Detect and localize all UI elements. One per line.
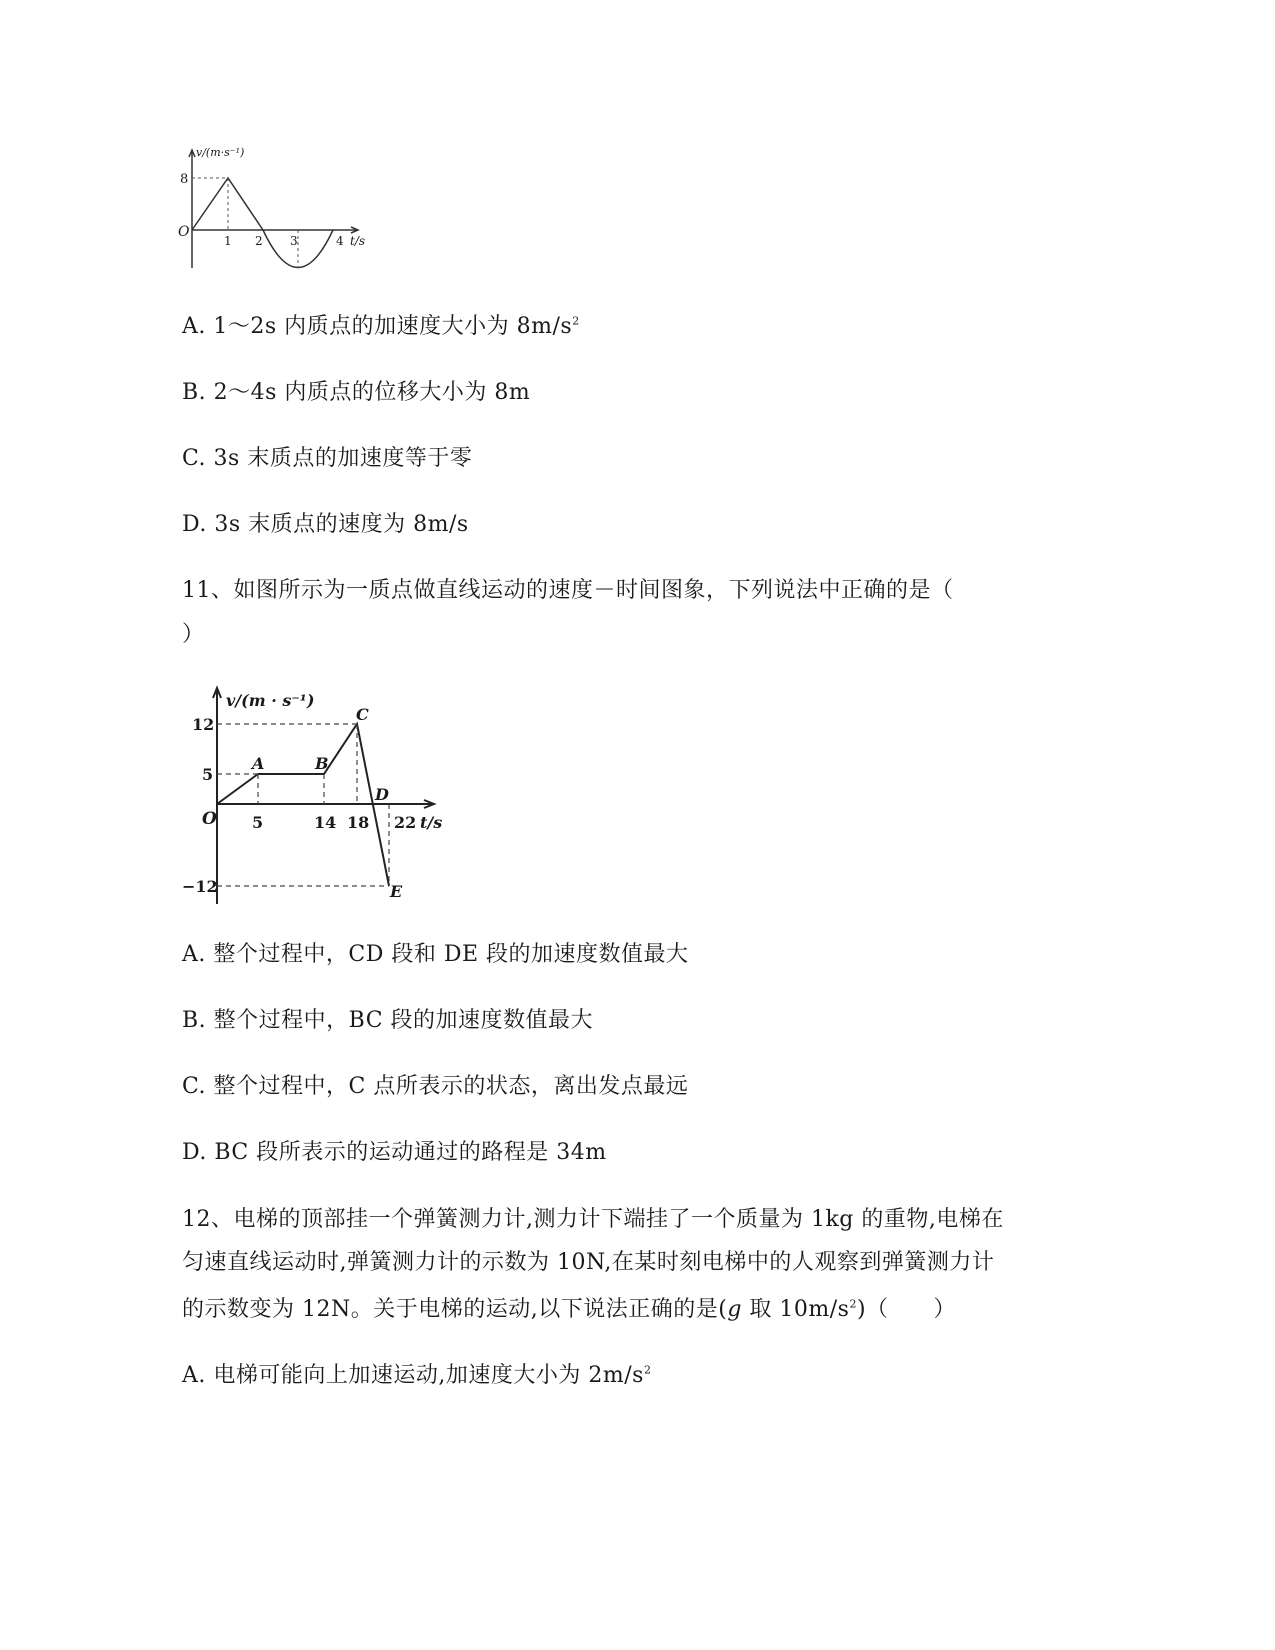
q10-option-a xyxy=(182,312,580,342)
fig2-x-label: t/s xyxy=(420,813,443,832)
fig1-y-tick-8: 8 xyxy=(180,172,189,187)
fig2-x-tick-18: 18 xyxy=(347,813,370,832)
q12-option-a xyxy=(182,1361,651,1391)
q11-option-c: C. 整个过程中，C 点所表示的状态，离出发点最远 xyxy=(182,1074,689,1099)
fig2-origin: O xyxy=(202,809,217,829)
q12-stem-line3 xyxy=(182,1295,956,1325)
q11-option-d: D. BC 段所表示的运动通过的路程是 34m xyxy=(182,1140,607,1165)
fig2-point-d: D xyxy=(375,785,389,804)
q12-stem-line3-sup: 2 xyxy=(849,1297,857,1311)
fig1-x-tick-1: 1 xyxy=(224,234,232,248)
fig2-y-tick-5: 5 xyxy=(202,765,214,784)
fig2-x-tick-22: 22 xyxy=(394,813,417,832)
fig2-point-c: C xyxy=(356,705,369,724)
q11-stem-line1: 11、如图所示为一质点做直线运动的速度－时间图象，下列说法中正确的是（ xyxy=(182,578,954,603)
vt-graph-q10-svg xyxy=(170,140,385,275)
figure-vt-graph-q10 xyxy=(170,140,385,275)
fig1-x-tick-2: 2 xyxy=(255,234,263,248)
q11-stem-line2: ） xyxy=(182,622,205,647)
figure-vt-graph-q11 xyxy=(170,682,460,907)
q10-option-a-sup: 2 xyxy=(572,314,580,328)
fig2-y-tick-neg12: −12 xyxy=(182,877,218,896)
q12-stem-line3-a: 的示数变为 12N。关于电梯的运动,以下说法正确的是( xyxy=(182,1297,728,1322)
q11-option-b: B. 整个过程中，BC 段的加速度数值最大 xyxy=(182,1008,594,1033)
fig1-x-tick-4: 4 xyxy=(336,234,344,248)
fig2-y-tick-12: 12 xyxy=(192,715,215,734)
q11-option-a: A. 整个过程中，CD 段和 DE 段的加速度数值最大 xyxy=(182,942,689,967)
fig2-x-tick-5: 5 xyxy=(252,813,264,832)
fig2-point-b: B xyxy=(315,754,329,773)
q12-stem-line3-c: )（ ） xyxy=(856,1297,957,1322)
fig1-y-label: v/(m·s⁻¹) xyxy=(196,146,245,159)
fig2-point-e: E xyxy=(390,882,403,901)
q12-option-a-sup: 2 xyxy=(643,1363,652,1377)
q10-option-c: C. 3s 末质点的加速度等于零 xyxy=(182,446,473,471)
fig2-point-a: A xyxy=(252,754,265,773)
q12-option-a-text: A. 电梯可能向上加速运动,加速度大小为 2m/s xyxy=(182,1363,644,1388)
fig1-x-tick-3: 3 xyxy=(290,234,298,248)
q10-option-a-text: A. 1～2s 内质点的加速度大小为 8m/s xyxy=(182,314,573,339)
fig2-y-label: v/(m · s⁻¹) xyxy=(226,691,315,710)
q12-stem-line1: 12、电梯的顶部挂一个弹簧测力计,测力计下端挂了一个质量为 1kg 的重物,电梯在 xyxy=(182,1207,1004,1232)
fig2-x-tick-14: 14 xyxy=(314,813,337,832)
q12-stem-line3-b: 取 10m/s xyxy=(741,1297,850,1322)
fig1-x-label: t/s xyxy=(350,234,366,248)
q10-option-d: D. 3s 末质点的速度为 8m/s xyxy=(182,512,469,537)
vt-graph-q11-svg xyxy=(170,682,460,907)
q12-stem-line2: 匀速直线运动时,弹簧测力计的示数为 10N,在某时刻电梯中的人观察到弹簧测力计 xyxy=(182,1250,995,1275)
q10-option-b: B. 2～4s 内质点的位移大小为 8m xyxy=(182,380,531,405)
q12-g-symbol: g xyxy=(727,1297,742,1322)
fig1-origin: O xyxy=(178,224,190,240)
